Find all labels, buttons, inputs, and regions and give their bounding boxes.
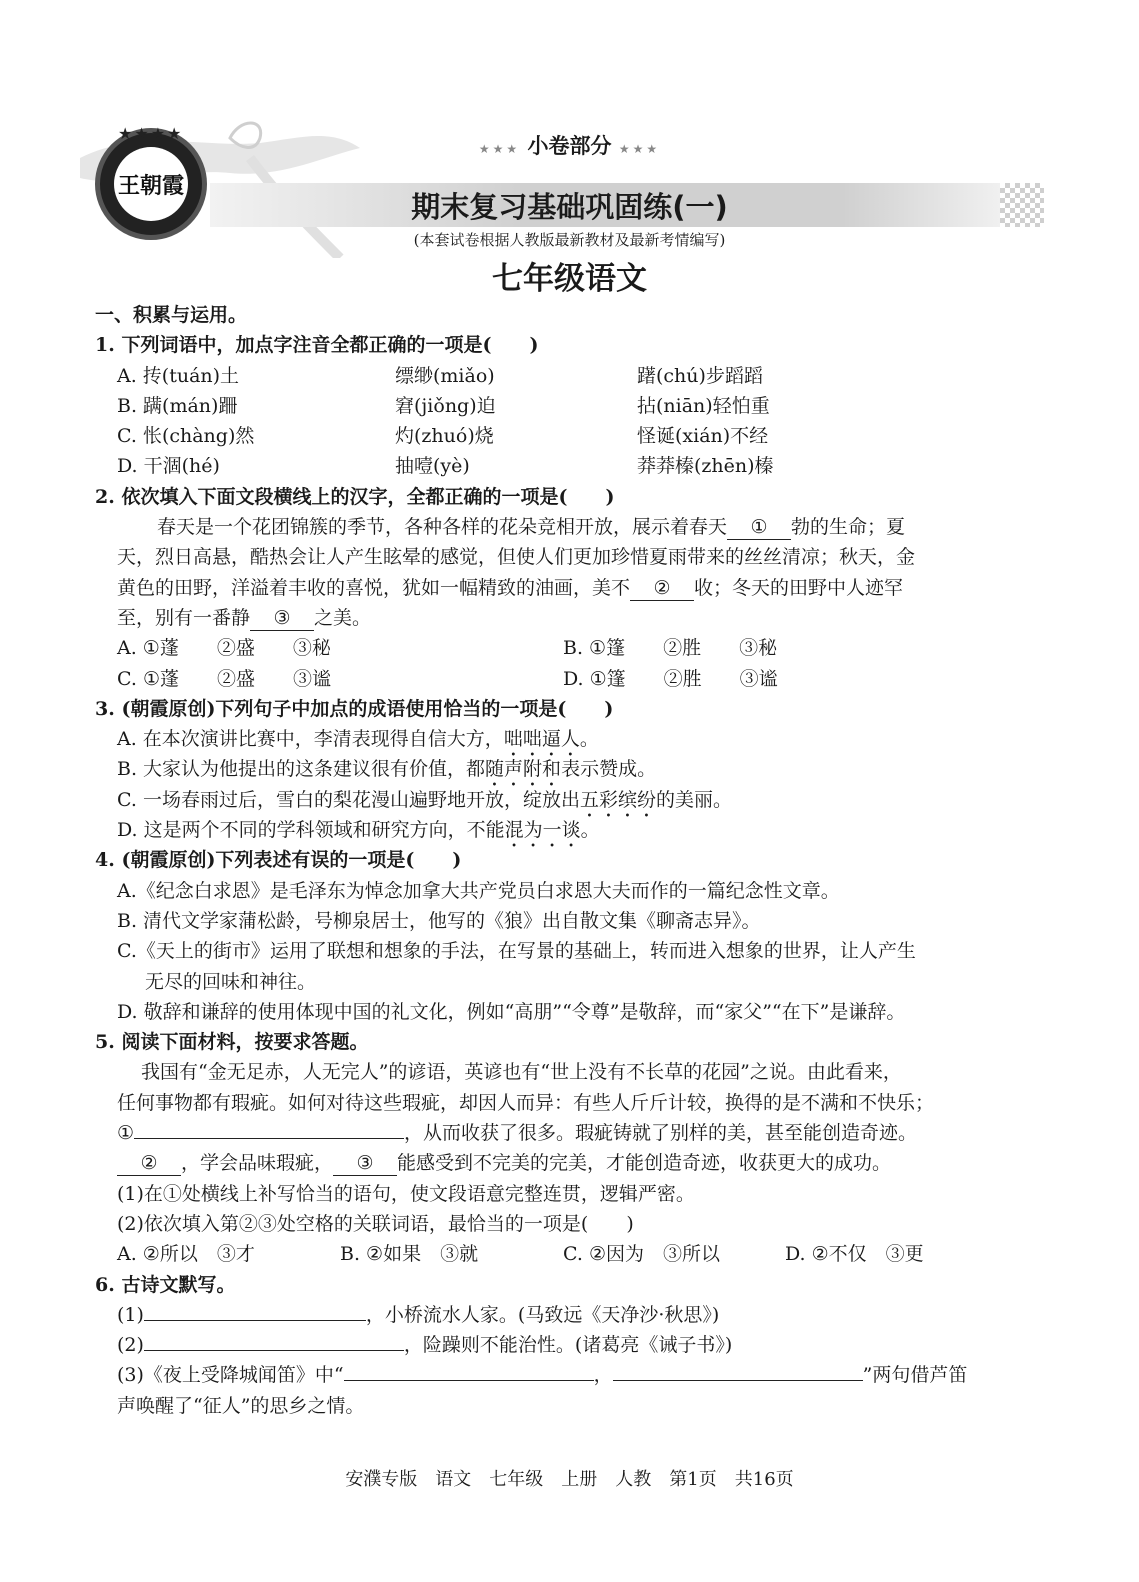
question-6-stem: 6. 古诗文默写。 <box>95 1273 236 1296</box>
q5-passage-line: 我国有“金无足赤，人无完人”的谚语，英谚也有“世上没有不长草的花园”之说。由此看来， <box>141 1061 902 1084</box>
fill-blank[interactable]: ② <box>630 576 694 601</box>
q3-option: B. 大家认为他提出的这条建议很有价值，都随声附和表示赞成。 <box>117 758 657 781</box>
question-4-stem: 4. (朝霞原创)下列表述有误的一项是( ) <box>95 849 462 872</box>
dotted-idiom: 咄咄逼人 <box>503 728 580 751</box>
q4-option: B. 清代文学家蒲松龄，号柳泉居士，他写的《狼》出自散文集《聊斋志异》。 <box>117 909 761 932</box>
answer-blank[interactable] <box>134 1138 404 1139</box>
exam-content <box>95 300 1045 1421</box>
q3-option: C. 一场春雨过后，雪白的梨花漫山遍野地开放，绽放出五彩缤纷的美丽。 <box>117 788 732 811</box>
answer-blank[interactable] <box>144 1320 366 1321</box>
fill-blank[interactable]: ③ <box>250 606 314 631</box>
q1-option-row: D. 干涸(hé) 抽噎(yè) 莽莽榛(zhēn)榛 <box>117 455 774 478</box>
page-footer: 安濮专版 语文 七年级 上册 人教 第1页 共16页 <box>345 1469 794 1490</box>
q2-option-row: C. ①蓬 ②盛 ③谧 D. ①篷 ②胜 ③谧 <box>117 667 778 690</box>
fill-blank[interactable]: ② <box>117 1151 181 1176</box>
dotted-idiom: 五彩缤纷 <box>579 788 656 811</box>
page-subtitle: (本套试卷根据人教版最新教材及最新考情编写) <box>413 231 726 249</box>
q6-item: (2) ，险躁则不能治性。(诸葛亮《诫子书》) <box>117 1334 733 1357</box>
q6-item: (1) ，小桥流水人家。(马致远《天净沙·秋思》) <box>117 1303 720 1326</box>
star-icons: ★★★★ <box>118 124 184 143</box>
question-2-stem: 2. 依次填入下面文段横线上的汉字，全都正确的一项是( ) <box>95 485 615 508</box>
q5-passage-line: 任何事物都有瑕疵。如何对待这些瑕疵，却因人而异：有些人斤斤计较，换得的是不满和不快乐； <box>117 1091 935 1114</box>
q6-item-cont: 声唤醒了“征人”的思乡之情。 <box>117 1394 365 1417</box>
q5-passage-line: ① ，从而收获了很多。瑕疵铸就了别样的美，甚至能创造奇迹。 <box>117 1122 918 1145</box>
grade-title: 七年级语文 <box>492 261 647 297</box>
answer-blank[interactable] <box>344 1380 594 1381</box>
question-3-stem: 3. (朝霞原创)下列句子中加点的成语使用恰当的一项是( ) <box>95 697 614 720</box>
q4-option: C.《天上的街市》运用了联想和想象的手法，在写景的基础上，转而进入想象的世界，让人产生 <box>117 940 916 963</box>
dotted-idiom: 混为一谈 <box>504 819 581 842</box>
q4-option: D. 敬辞和谦辞的使用体现中国的礼文化，例如“高朋”“令尊”是敬辞，而“家父”“在下”是谦辞。 <box>117 1000 906 1023</box>
dotted-idiom: 随声附和 <box>485 758 562 781</box>
q2-passage-line: 天，烈日高悬，酷热会让人产生眩晕的感觉，但使人们更加珍惜夏雨带来的丝丝清凉；秋天，金 <box>117 546 916 569</box>
q2-passage-line: 黄色的田野，洋溢着丰收的喜悦，犹如一幅精致的油画，美不 ② 收；冬天的田野中人迹罕 <box>117 576 904 599</box>
q4-option-cont: 无尽的回味和神往。 <box>145 970 317 993</box>
question-1-stem: 1. 下列词语中，加点字注音全都正确的一项是( ) <box>95 334 539 357</box>
q2-option-row: A. ①蓬 ②盛 ③秘 B. ①篷 ②胜 ③秘 <box>117 637 778 660</box>
star-icon: ★★★ <box>618 142 661 156</box>
q5-subquestion: (1)在①处横线上补写恰当的语句，使文段语意完整连贯，逻辑严密。 <box>117 1182 695 1205</box>
section-heading: 一、积累与运用。 <box>95 304 248 326</box>
fill-blank[interactable]: ① <box>727 515 791 540</box>
question-5-stem: 5. 阅读下面材料，按要求答题。 <box>95 1031 369 1054</box>
q5-subquestion: (2)依次填入第②③处空格的关联词语，最恰当的一项是( ) <box>117 1212 634 1235</box>
section-label: ★★★ 小卷部分 ★★★ <box>478 134 661 158</box>
q1-option-row: B. 蹒(mán)跚 窘(jiǒng)迫 拈(niān)轻怕重 <box>117 394 770 417</box>
fill-blank[interactable]: ③ <box>333 1151 397 1176</box>
q2-passage-line: 春天是一个花团锦簇的季节，各种各样的花朵竞相开放，展示着春天 ① 勃的生命；夏 <box>157 516 906 539</box>
star-icon: ★★★ <box>478 142 521 156</box>
answer-blank[interactable] <box>613 1380 863 1381</box>
q2-passage-line: 至，别有一番静 ③ 之美。 <box>117 606 372 629</box>
answer-blank[interactable] <box>144 1350 404 1351</box>
q4-option: A.《纪念白求恩》是毛泽东为悼念加拿大共产党员白求恩大夫而作的一篇纪念性文章。 <box>117 879 840 902</box>
logo-text: 王朝霞 <box>114 147 188 221</box>
page-title: 期末复习基础巩固练(一) <box>411 190 728 224</box>
q5-option-row: A. ②所以 ③才 B. ②如果 ③就 C. ②因为 ③所以 D. ②不仅 ③更 <box>117 1243 924 1266</box>
q3-option: A. 在本次演讲比赛中，李清表现得自信大方，咄咄逼人。 <box>117 728 599 751</box>
q1-option-row: C. 怅(chàng)然 灼(zhuó)烧 怪诞(xián)不经 <box>117 425 769 448</box>
q3-option: D. 这是两个不同的学科领域和研究方向，不能混为一谈。 <box>117 819 600 842</box>
q5-passage-line: ② ，学会品味瑕疵， ③ 能感受到不完美的完美，才能创造奇迹，收获更大的成功。 <box>95 1148 1045 1178</box>
q1-option-row: A. 抟(tuán)土 缥缈(miǎo) 躇(chú)步蹈蹈 <box>117 364 763 387</box>
q6-item: (3)《夜上受降城闻笛》中“ ， ”两句借芦笛 <box>117 1364 968 1387</box>
